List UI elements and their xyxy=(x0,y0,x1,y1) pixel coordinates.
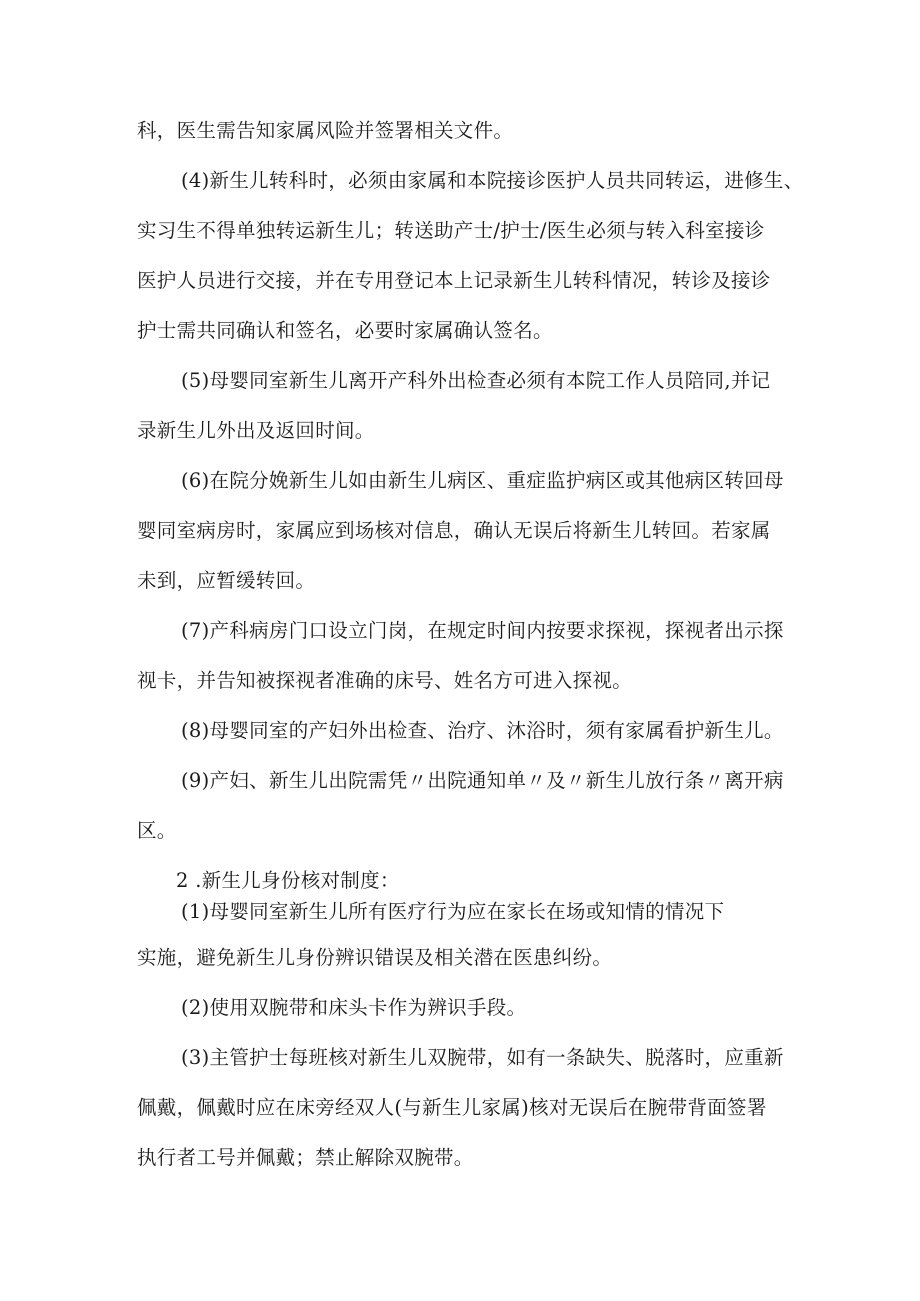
text-line: 执行者工号并佩戴；禁止解除双腕带。 xyxy=(137,1146,474,1169)
text-line: (7)产科病房门口设立门岗，在规定时间内按要求探视，探视者出示探 xyxy=(181,619,784,642)
text-line: (8)母婴同室的产妇外出检查、治疗、沐浴时，须有家属看护新生儿。 xyxy=(181,719,784,742)
section-heading: 2 .新生儿身份核对制度： xyxy=(176,869,400,892)
text-line: (2)使用双腕带和床头卡作为辨识手段。 xyxy=(181,996,527,1019)
text-line: 区。 xyxy=(137,819,177,842)
text-line: (1)母婴同室新生儿所有医疗行为应在家长在场或知情的情况下 xyxy=(181,900,725,923)
text-line: 实施，避免新生儿身份辨识错误及相关潜在医患纠纷。 xyxy=(137,946,613,969)
text-line: 护士需共同确认和签名，必要时家属确认签名。 xyxy=(137,319,553,342)
text-line: 医护人员进行交接，并在专用登记本上记录新生儿转科情况，转诊及接诊 xyxy=(137,269,771,292)
text-line: 实习生不得单独转运新生儿；转送助产士/护士/医生必须与转入科室接诊 xyxy=(137,219,765,242)
text-line: (5)母婴同室新生儿离开产科外出检查必须有本院工作人员陪同,并记 xyxy=(181,369,771,392)
text-line: (9)产妇、新生儿出院需凭〃出院通知单〃及〃新生儿放行条〃离开病 xyxy=(181,769,784,792)
text-line: 视卡，并告知被探视者准确的床号、姓名方可进入探视。 xyxy=(137,669,633,692)
text-line: 录新生儿外出及返回时间。 xyxy=(137,419,375,442)
text-line: 婴同室病房时，家属应到场核对信息，确认无误后将新生儿转回。若家属 xyxy=(137,519,771,542)
text-line: 科，医生需告知家属风险并签署相关文件。 xyxy=(137,119,514,142)
text-line: 未到，应暂缓转回。 xyxy=(137,569,316,592)
text-line: 佩戴，佩戴时应在床旁经双人(与新生儿家属)核对无误后在腕带背面签署 xyxy=(137,1096,767,1119)
text-line: (3)主管护士每班核对新生儿双腕带，如有一条缺失、脱落时，应重新 xyxy=(181,1046,784,1069)
text-line: (6)在院分娩新生儿如由新生儿病区、重症监护病区或其他病区转回母 xyxy=(181,469,784,492)
text-line: (4)新生儿转科时，必须由家属和本院接诊医护人员共同转运，进修生、 xyxy=(181,169,804,192)
